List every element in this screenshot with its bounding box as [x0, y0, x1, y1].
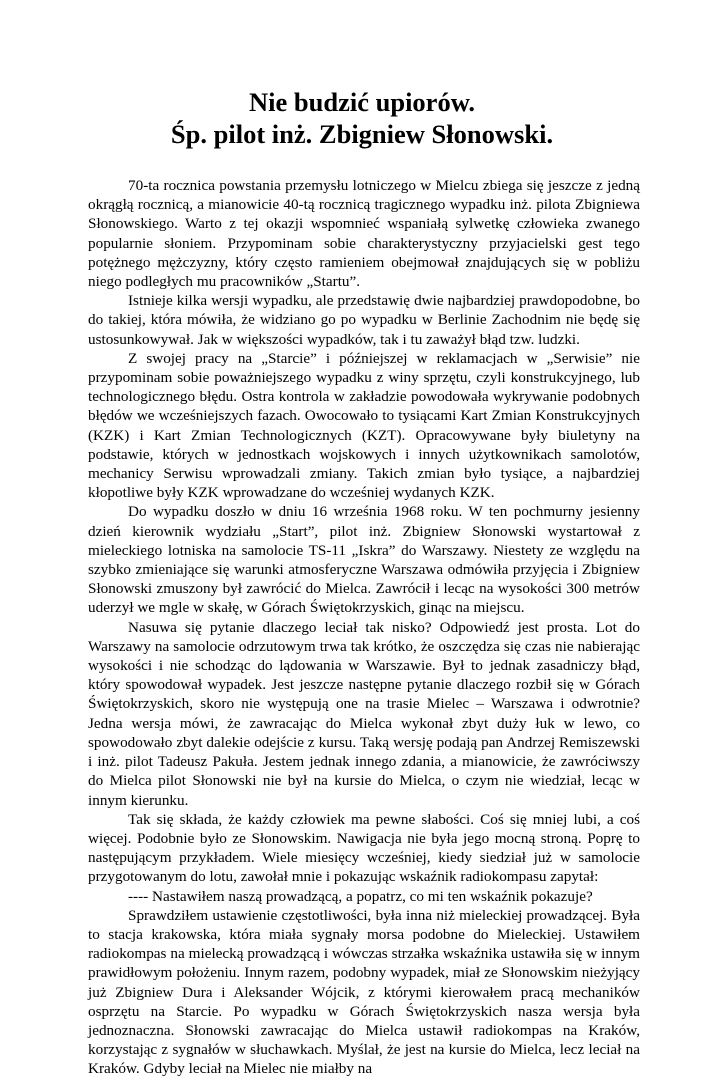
paragraph-4: Do wypadku doszło w dniu 16 września 1968 roku. W ten pochmurny jesienny dzień kierownik wydziału „Start”, pilot inż. Zbigniew Słonowski wystartował z mieleckiego lotniska na samolocie TS-11 „Iskra” do Warszawy. Niestety ze względu na szybko zmieniające się warunki atmosferyczne Warszawa odmówiła przyjęcia i Zbigniew Słonowski zmuszony był zawrócić do Mielca. Zawrócił i lecąc na wysokości 300 metrów uderzył we mgle w skałę, w Górach Świętokrzyskich, ginąc na miejscu.	[88, 503, 640, 617]
title-line-1: Nie budzić upiorów.	[248, 87, 475, 117]
paragraph-8: Sprawdziłem ustawienie częstotliwości, była inna niż mieleckiej prowadzącej. Była to stacja krakowska, która miała sygnały morsa podobne do Mieleckiej. Ustawiłem radiokompas na mielecką prowadzącą i wówczas strzałka wskaźnika ustawiła się w innym prawidłowym położeniu. Innym razem, podobny wypadek, miał ze Słonowskim nieżyjący już Zbigniew Dura i Aleksander Wójcik, z którymi kierowałem pracą mechaników osprzętu na Starcie. Po wypadku w Górach Świętokrzyskich nasza wersja była jednoznaczna. Słonowski zawracając do Mielca ustawił radiokompas na Kraków, korzystając z sygnałów w słuchawkach. Myślał, że jest na kursie do Mielca, lecz leciał na Kraków. Gdyby leciał na Mielec nie miałby na	[88, 906, 640, 1078]
document-title	[0, 86, 724, 150]
title-line-2: Śp. pilot inż. Zbigniew Słonowski.	[170, 119, 554, 149]
paragraph-1: 70-ta rocznica powstania przemysłu lotniczego w Mielcu zbiega się jeszcze z jedną okrągłą rocznicą, a mianowicie 40-tą rocznicą tragicznego wypadku inż. pilota Zbigniewa Słonowskiego. Warto z tej okazji wspomnieć wspaniałą sylwetkę człowieka zwanego popularnie słoniem. Przypominam sobie charakterystyczny przyjacielski gest tego potężnego mężczyzny, który często ramieniem obejmował znajdujących się w pobliżu niego podległych mu pracowników „Startu”.	[88, 177, 640, 291]
paragraph-3: Z swojej pracy na „Starcie” i późniejszej w reklamacjach w „Serwisie” nie przypominam sobie poważniejszego wypadku z winy sprzętu, czyli konstrukcyjnego, lub technologicznego błędu. Ostra kontrola w zakładzie powodowała wykrywanie podobnych błędów we wcześniejszych fazach. Owocowało to tysiącami Kart Zmian Konstrukcyjnych (KZK) i Kart Zmian Technologicznych (KZT). Opracowywane były biuletyny na podstawie, których w jednostkach wojskowych i innych użytkownikach samolotów, mechanicy Serwisu wprowadzali zmiany. Takich zmian było tysiące, a najbardziej kłopotliwe były KZK wprowadzane do wcześniej wydanych KZK.	[88, 349, 640, 502]
paragraph-6: Tak się składa, że każdy człowiek ma pewne słabości. Coś się mniej lubi, a coś więcej. Podobnie było ze Słonowskim. Nawigacja nie była jego mocną stroną. Poprę to następującym przykładem. Wiele miesięcy wcześniej, kiedy siedział już w samolocie przygotowanym do lotu, zawołał mnie i pokazując wskaźnik radiokompasu zapytał:	[88, 810, 640, 886]
document-body	[88, 176, 640, 1079]
paragraph-2: Istnieje kilka wersji wypadku, ale przedstawię dwie najbardziej prawdopodobne, bo do takiej, która mówiła, że widziano go po wypadku w Berlinie Zachodnim nie będę się ustosunkowywał. Jak w większości wypadków, tak i tu zaważył błąd tzw. ludzki.	[88, 292, 640, 348]
dialogue-line: ---- Nastawiłem naszą prowadzącą, a popatrz, co mi ten wskaźnik pokazuje?	[128, 887, 593, 905]
paragraph-5: Nasuwa się pytanie dlaczego leciał tak nisko? Odpowiedź jest prosta. Lot do Warszawy na samolocie odrzutowym trwa tak krótko, że oszczędza się czas nie nabierając wysokości i nie schodząc do lądowania w Warszawie. Był to jednak zasadniczy błąd, który spowodował wypadek. Jest jeszcze następne pytanie dlaczego rozbił się w Górach Świętokrzyskich, skoro nie występują one na trasie Mielec – Warszawa i odwrotnie? Jedna wersja mówi, że zawracając do Mielca wykonał zbyt duży łuk w lewo, co spowodowało zbyt dalekie odejście z kursu. Taką wersję podają pan Andrzej Remiszewski i inż. pilot Tadeusz Pakuła. Jestem jednak innego zdania, a mianowicie, że zawróciwszy do Mielca pilot Słonowski nie był na kursie do Mielca, o czym nie wiedział, lecąc w innym kierunku.	[88, 618, 640, 809]
